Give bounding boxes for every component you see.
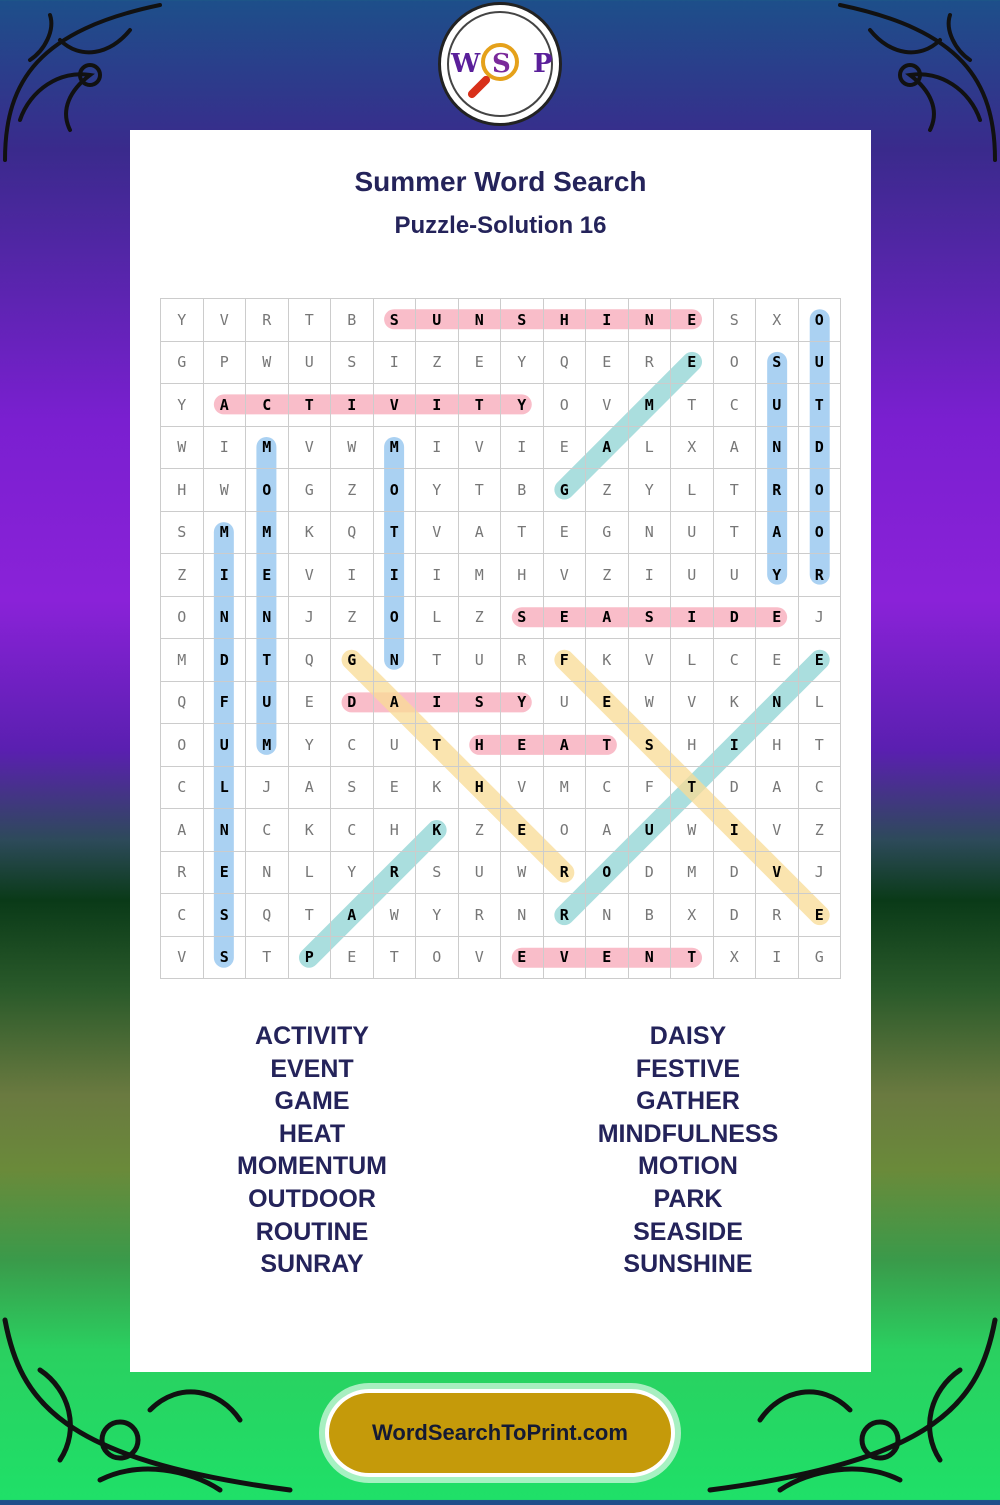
grid-cell[interactable]: U [374,724,417,767]
grid-cell[interactable]: I [204,554,247,597]
word-list-item: OUTDOOR [248,1184,376,1213]
grid-cell[interactable]: K [714,682,757,725]
site-banner-button[interactable]: WordSearchToPrint.com [325,1389,675,1477]
grid-cell[interactable]: D [799,427,842,470]
grid-cell[interactable]: N [246,852,289,895]
grid-cell[interactable]: E [289,682,332,725]
grid-cell[interactable]: I [331,384,374,427]
grid-cell[interactable]: T [289,299,332,342]
grid-cell[interactable]: E [586,937,629,980]
grid-cell[interactable]: K [416,809,459,852]
grid-cell[interactable]: J [799,852,842,895]
grid-cell[interactable]: C [246,809,289,852]
grid-cell[interactable]: Y [161,299,204,342]
grid-cell[interactable]: L [289,852,332,895]
grid-cell[interactable]: S [331,767,374,810]
grid-cell[interactable]: R [544,852,587,895]
grid-cell[interactable]: U [714,554,757,597]
grid-cell[interactable]: O [544,809,587,852]
grid-cell[interactable]: L [204,767,247,810]
grid-cell[interactable]: Z [161,554,204,597]
word-list-item: SUNSHINE [623,1250,753,1279]
logo-letter-w: W [451,49,481,79]
grid-cell[interactable]: Q [246,894,289,937]
grid-cell[interactable]: Y [416,469,459,512]
word-list-item: ROUTINE [255,1217,369,1246]
grid-cell[interactable]: H [459,767,502,810]
grid-cell[interactable]: T [416,724,459,767]
grid-cell[interactable]: N [756,682,799,725]
grid-cell[interactable]: C [331,809,374,852]
grid-cell[interactable]: E [459,342,502,385]
grid-cell[interactable]: E [204,852,247,895]
grid-cell[interactable]: E [799,639,842,682]
grid-cell[interactable]: O [161,724,204,767]
word-list-left [162,1020,462,1281]
grid-cell[interactable]: I [374,554,417,597]
grid-cell[interactable]: B [501,469,544,512]
grid-cell[interactable]: U [246,682,289,725]
grid-cell[interactable]: U [544,682,587,725]
grid-cell[interactable]: H [374,809,417,852]
grid-cell[interactable]: R [501,639,544,682]
grid-cell[interactable]: Z [331,597,374,640]
grid-cell[interactable]: C [161,894,204,937]
grid-cell[interactable]: Q [289,639,332,682]
word-list-item: ACTIVITY [255,1022,369,1050]
grid-cell[interactable]: E [374,767,417,810]
grid-cell[interactable]: J [246,767,289,810]
grid-cell[interactable]: E [586,342,629,385]
grid-cell[interactable]: T [714,469,757,512]
grid-cell[interactable]: S [204,937,247,980]
grid-cell[interactable]: E [756,639,799,682]
grid-cell[interactable]: X [756,299,799,342]
grid-cell[interactable]: V [416,512,459,555]
grid-cell[interactable]: O [161,597,204,640]
grid-cell[interactable]: W [204,469,247,512]
grid-cell[interactable]: S [459,682,502,725]
grid-cell[interactable]: H [459,724,502,767]
puzzle-card [130,130,871,1372]
grid-cell[interactable]: V [586,384,629,427]
grid-cell[interactable]: T [671,384,714,427]
grid-cell[interactable]: Y [501,682,544,725]
grid-cell[interactable]: T [459,469,502,512]
grid-cell[interactable]: Z [459,597,502,640]
grid-cell[interactable]: O [246,469,289,512]
logo-letter-s: S [492,49,511,79]
grid-cell[interactable]: X [714,937,757,980]
grid-cell[interactable]: V [671,682,714,725]
grid-cell[interactable]: D [714,852,757,895]
grid-cell[interactable]: N [374,639,417,682]
grid-cell[interactable]: R [161,852,204,895]
grid-cell[interactable]: V [756,809,799,852]
grid-cell[interactable]: O [416,937,459,980]
grid-cell[interactable]: V [459,427,502,470]
grid-cell[interactable]: T [374,512,417,555]
grid-cell[interactable]: C [246,384,289,427]
grid-cell[interactable]: C [714,639,757,682]
grid-cell[interactable]: B [331,299,374,342]
grid-cell[interactable]: P [204,342,247,385]
grid-cell[interactable]: I [501,427,544,470]
word-list-item: MINDFULNESS [597,1119,779,1148]
grid-cell[interactable]: S [416,852,459,895]
grid-cell[interactable]: M [374,427,417,470]
grid-cell[interactable]: I [629,554,672,597]
grid-cell[interactable]: M [459,554,502,597]
grid-cell[interactable]: O [799,512,842,555]
grid-cell[interactable]: F [204,682,247,725]
grid-cell[interactable]: U [289,342,332,385]
grid-cell[interactable]: I [416,554,459,597]
word-list-item: FESTIVE [635,1054,741,1083]
grid-cell[interactable]: T [586,724,629,767]
grid-cell[interactable]: A [714,427,757,470]
grid-cell[interactable]: R [374,852,417,895]
grid-cell[interactable]: V [204,299,247,342]
word-list-item: SEASIDE [633,1217,743,1246]
grid-cell[interactable]: G [586,512,629,555]
grid-cell[interactable]: N [246,597,289,640]
grid-cell[interactable]: Z [586,554,629,597]
grid-cell[interactable]: C [586,767,629,810]
grid-cell[interactable]: E [544,427,587,470]
grid-cell[interactable]: C [799,767,842,810]
grid-cell[interactable]: G [289,469,332,512]
grid-cell[interactable]: M [246,427,289,470]
grid-cell[interactable]: S [629,597,672,640]
grid-cell[interactable]: M [671,852,714,895]
grid-cell[interactable]: H [161,469,204,512]
grid-cell[interactable]: W [671,809,714,852]
grid-cell[interactable]: H [544,299,587,342]
grid-cell[interactable]: Y [331,852,374,895]
word-list-item: SUNRAY [260,1250,364,1279]
grid-cell[interactable]: Q [544,342,587,385]
grid-cell[interactable]: M [246,724,289,767]
grid-cell[interactable]: Y [289,724,332,767]
grid-cell[interactable]: C [331,724,374,767]
word-list-item: GAME [274,1087,350,1116]
grid-cell[interactable]: Y [501,342,544,385]
grid-cell[interactable]: E [544,597,587,640]
grid-cell[interactable]: W [374,894,417,937]
grid-cell[interactable]: A [756,767,799,810]
grid-cell[interactable]: L [671,469,714,512]
grid-cell[interactable]: W [501,852,544,895]
grid-cell[interactable]: E [586,682,629,725]
grid-cell[interactable]: U [204,724,247,767]
grid-cell[interactable]: I [331,554,374,597]
grid-cell[interactable]: G [161,342,204,385]
grid-cell[interactable]: A [756,512,799,555]
grid-cell[interactable]: A [161,809,204,852]
grid-cell[interactable]: K [586,639,629,682]
grid-cell[interactable]: S [629,724,672,767]
grid-cell[interactable]: V [501,767,544,810]
grid-cell[interactable]: R [459,894,502,937]
puzzle-title: Summer Word Search [354,166,647,197]
grid-cell[interactable]: O [586,852,629,895]
grid-cell[interactable]: T [246,639,289,682]
grid-cell[interactable]: G [544,469,587,512]
grid-cell[interactable]: O [374,597,417,640]
grid-cell[interactable]: U [459,852,502,895]
grid-cell[interactable]: S [374,299,417,342]
grid-cell[interactable]: N [756,427,799,470]
grid-cell[interactable]: N [629,512,672,555]
grid-cell[interactable]: I [416,682,459,725]
word-search-grid [160,298,841,979]
grid-cell[interactable]: E [671,342,714,385]
grid-cell[interactable]: W [161,427,204,470]
grid-cell[interactable]: R [544,894,587,937]
word-list-item: EVENT [270,1054,354,1083]
grid-cell[interactable]: E [331,937,374,980]
grid-cell[interactable]: H [756,724,799,767]
grid-cell[interactable]: D [714,597,757,640]
word-list-item: PARK [653,1184,723,1213]
grid-cell[interactable]: L [629,427,672,470]
grid-cell[interactable]: M [161,639,204,682]
grid-cell[interactable]: J [799,597,842,640]
grid-cell[interactable]: S [204,894,247,937]
grid-cell[interactable]: T [501,512,544,555]
grid-cell[interactable]: G [331,639,374,682]
grid-cell[interactable]: V [459,937,502,980]
grid-cell[interactable]: U [629,809,672,852]
grid-cell[interactable]: T [799,724,842,767]
grid-cell[interactable]: X [671,427,714,470]
grid-cell[interactable]: E [246,554,289,597]
grid-cell[interactable]: S [501,299,544,342]
logo-letter-p: P [533,49,553,79]
word-list-item: MOMENTUM [237,1152,387,1181]
grid-cell[interactable]: I [671,597,714,640]
grid-cell[interactable]: U [756,384,799,427]
grid-cell[interactable]: Y [501,384,544,427]
grid-cell[interactable]: K [289,512,332,555]
grid-cell[interactable]: T [459,384,502,427]
grid-cell[interactable]: O [544,384,587,427]
grid-cell[interactable]: E [756,597,799,640]
grid-cell[interactable]: P [289,937,332,980]
word-list-right [538,1020,838,1281]
grid-cell[interactable]: H [671,724,714,767]
grid-cell[interactable]: U [799,342,842,385]
grid-cell[interactable]: V [374,384,417,427]
grid-cell[interactable]: C [161,767,204,810]
grid-cell[interactable]: Q [161,682,204,725]
grid-cell[interactable]: W [331,427,374,470]
grid-cell[interactable]: N [629,937,672,980]
grid-cell[interactable]: A [331,894,374,937]
grid-cell[interactable]: H [501,554,544,597]
grid-cell[interactable]: N [586,894,629,937]
word-list-item: MOTION [638,1152,738,1181]
grid-cell[interactable]: I [416,384,459,427]
grid-cell[interactable]: E [671,299,714,342]
grid-cell[interactable]: T [671,767,714,810]
grid-cell[interactable]: Z [416,342,459,385]
grid-cell[interactable]: D [629,852,672,895]
grid-cell[interactable]: O [714,342,757,385]
word-list-item: HEAT [278,1119,346,1148]
grid-cell[interactable]: K [416,767,459,810]
grid-cell[interactable]: T [246,937,289,980]
grid-cell[interactable]: S [501,597,544,640]
grid-cell[interactable]: V [544,937,587,980]
grid-cell[interactable]: T [289,384,332,427]
grid-cell[interactable]: V [756,852,799,895]
grid-cell[interactable]: A [586,809,629,852]
grid-cell[interactable]: U [671,554,714,597]
grid-cell[interactable]: Z [331,469,374,512]
grid-cell[interactable]: O [799,469,842,512]
grid-cell[interactable]: A [459,512,502,555]
grid-cell[interactable]: D [714,894,757,937]
grid-cell[interactable]: D [204,639,247,682]
grid-cell[interactable]: T [416,639,459,682]
grid-cell[interactable]: T [374,937,417,980]
grid-cell[interactable]: M [246,512,289,555]
grid-cell[interactable]: A [586,427,629,470]
grid-cell[interactable]: D [331,682,374,725]
grid-cell[interactable]: V [289,554,332,597]
grid-cell[interactable]: U [459,639,502,682]
grid-cell[interactable]: W [246,342,289,385]
grid-cell[interactable]: A [374,682,417,725]
grid-cell[interactable]: Q [331,512,374,555]
grid-cell[interactable]: V [161,937,204,980]
grid-cell[interactable]: N [501,894,544,937]
grid-cell[interactable]: A [544,724,587,767]
word-list-item: DAISY [649,1022,727,1050]
grid-cell[interactable]: N [629,299,672,342]
grid-cell[interactable]: K [289,809,332,852]
grid-cell[interactable]: Y [161,384,204,427]
grid-cell[interactable]: A [289,767,332,810]
puzzle-subtitle: Puzzle-Solution 16 [394,212,607,239]
grid-cell[interactable]: S [714,299,757,342]
grid-cell[interactable]: V [544,554,587,597]
wsp-logo [438,2,562,126]
grid-cell[interactable]: U [671,512,714,555]
grid-cell[interactable]: I [416,427,459,470]
grid-cell[interactable]: C [714,384,757,427]
grid-cell[interactable]: Z [799,809,842,852]
grid-cell[interactable]: D [714,767,757,810]
grid-cell[interactable]: J [289,597,332,640]
grid-cell[interactable]: T [799,384,842,427]
grid-cell[interactable]: S [756,342,799,385]
grid-cell[interactable]: T [671,937,714,980]
grid-cell[interactable]: I [714,724,757,767]
grid-cell[interactable]: R [799,554,842,597]
grid-cell[interactable]: N [204,809,247,852]
grid-cell[interactable]: A [586,597,629,640]
grid-cell[interactable]: S [161,512,204,555]
grid-cell[interactable]: X [671,894,714,937]
grid-cell[interactable]: N [204,597,247,640]
grid-cell[interactable]: R [629,342,672,385]
grid-cell[interactable]: E [544,512,587,555]
grid-cell[interactable]: M [204,512,247,555]
grid-cell[interactable]: Z [459,809,502,852]
grid-cell[interactable]: R [756,469,799,512]
grid-cell[interactable]: Z [586,469,629,512]
word-list-item: GATHER [636,1087,740,1116]
grid-cell[interactable]: T [714,512,757,555]
grid-cell[interactable]: I [374,342,417,385]
grid-cell[interactable]: W [629,682,672,725]
grid-cell[interactable]: I [714,809,757,852]
grid-cell[interactable]: V [629,639,672,682]
grid-cell[interactable]: F [544,639,587,682]
grid-cell[interactable]: U [416,299,459,342]
grid-cell[interactable]: G [799,937,842,980]
grid-cell[interactable]: M [544,767,587,810]
grid-cell[interactable]: F [629,767,672,810]
grid-cell[interactable]: L [799,682,842,725]
grid-cell[interactable]: O [374,469,417,512]
grid-cell[interactable]: S [331,342,374,385]
grid-cell[interactable]: M [629,384,672,427]
grid-cell[interactable]: R [756,894,799,937]
grid-cell[interactable]: I [756,937,799,980]
letter-grid [160,298,841,979]
grid-cell[interactable]: Y [629,469,672,512]
grid-cell[interactable]: I [204,427,247,470]
grid-cell[interactable]: Y [416,894,459,937]
grid-cell[interactable]: B [629,894,672,937]
grid-cell[interactable]: L [416,597,459,640]
grid-cell[interactable]: A [204,384,247,427]
grid-cell[interactable]: R [246,299,289,342]
grid-cell[interactable]: E [501,937,544,980]
grid-cell[interactable]: L [671,639,714,682]
grid-cell[interactable]: I [586,299,629,342]
grid-cell[interactable]: E [501,724,544,767]
grid-cell[interactable]: O [799,299,842,342]
grid-cell[interactable]: E [501,809,544,852]
grid-cell[interactable]: N [459,299,502,342]
grid-cell[interactable]: E [799,894,842,937]
grid-cell[interactable]: Y [756,554,799,597]
grid-cell[interactable]: T [289,894,332,937]
grid-cell[interactable]: V [289,427,332,470]
